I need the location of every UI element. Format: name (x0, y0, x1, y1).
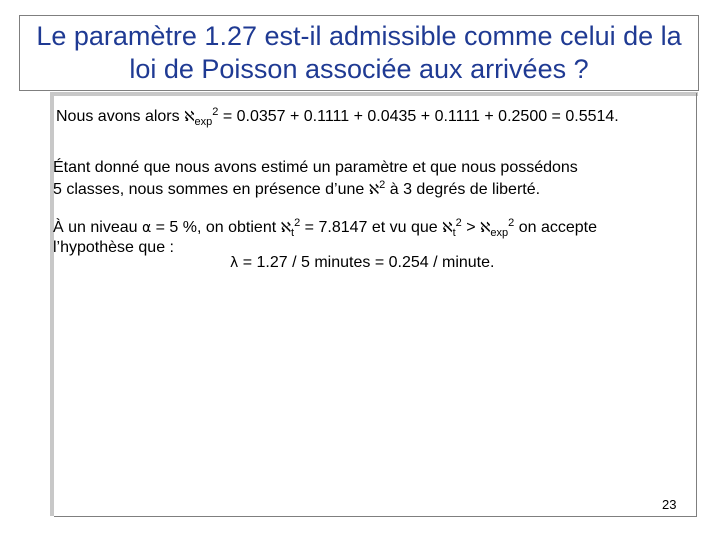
square-superscript: 2 (212, 106, 219, 118)
chi-square-computation (56, 108, 619, 126)
degrees-text-a: 5 classes, nous sommes en présence d’une (53, 181, 369, 198)
decision-paragraph-line-1 (53, 219, 597, 237)
square-superscript: 2 (455, 217, 462, 229)
content-frame (54, 93, 697, 517)
decision-text-c: = 7.8147 et vu que (300, 219, 443, 236)
lambda-text: = 1.27 / 5 minutes = 0.254 / minute. (238, 254, 495, 271)
square-superscript: 2 (508, 217, 515, 229)
title-line-1: Le paramètre 1.27 est-il admissible comme celui de la (36, 21, 682, 51)
degrees-paragraph-line-2 (53, 181, 540, 199)
chi-symbol: ℵ (442, 220, 453, 236)
chi-symbol: ℵ (368, 182, 380, 198)
chi-symbol: ℵ (184, 109, 195, 125)
exp-subscript: exp (490, 227, 509, 239)
exp-subscript: exp (194, 116, 213, 128)
computation-equation: = 0.0357 + 0.1111 + 0.0435 + 0.1111 + 0.2500 = 0.5514. (218, 108, 619, 125)
degrees-paragraph-line-1: Étant donné que nous avons estimé un paramètre et que nous possédons (53, 159, 578, 176)
decision-text-d: > (461, 219, 480, 236)
alpha-symbol: α (141, 220, 152, 236)
computation-prefix: Nous avons alors (56, 108, 185, 125)
chi-symbol: ℵ (479, 220, 491, 236)
lambda-result (230, 254, 494, 272)
lambda-symbol: λ (230, 255, 239, 271)
t-subscript: t (452, 227, 456, 239)
chi-symbol: ℵ (280, 220, 292, 236)
slide-title (19, 15, 699, 91)
degrees-text-b: à 3 degrés de liberté. (385, 181, 541, 198)
page-number: 23 (662, 497, 677, 512)
title-line-2: loi de Poisson associée aux arrivées ? (129, 54, 589, 84)
t-subscript: t (291, 227, 295, 239)
decision-text-a: À un niveau (53, 219, 142, 236)
square-superscript: 2 (294, 217, 301, 229)
square-superscript: 2 (379, 179, 386, 191)
decision-paragraph-line-2: l’hypothèse que : (53, 239, 174, 256)
decision-text-b: = 5 %, on obtient (151, 219, 281, 236)
decision-text-e: on accepte (514, 219, 598, 236)
